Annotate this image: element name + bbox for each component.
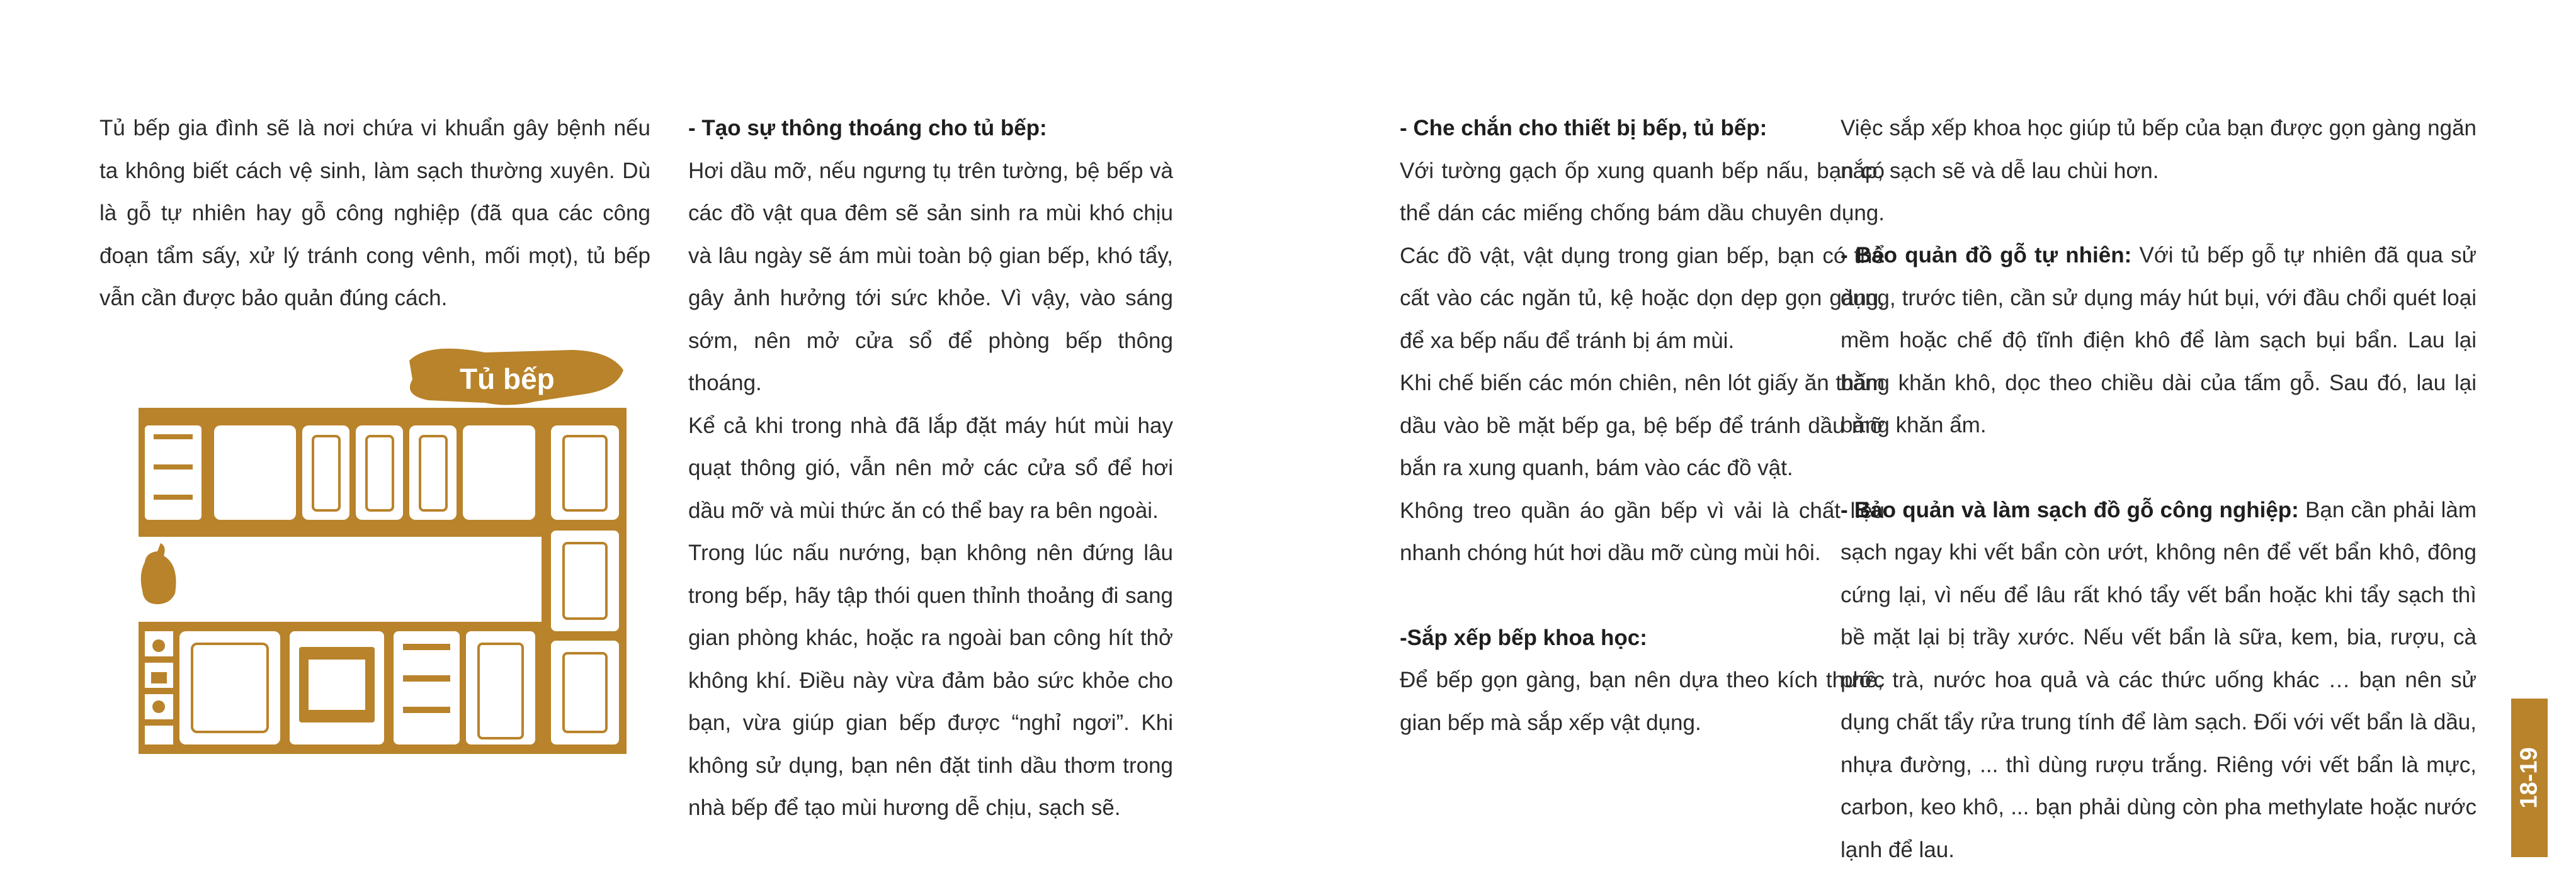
illustration-label: Tủ bếp: [460, 362, 555, 395]
spacer: [1841, 192, 2477, 234]
shield-column: [1400, 107, 1885, 744]
shield-paragraph-1: Với tường gạch ốp xung quanh bếp nấu, bạn có thể dán các miếng chống bám dầu chuyên dụng. Các đồ vật, vật dụng trong gian bếp, bạn có thể cất vào các ngăn tủ, kệ hoặc dọn dẹp gọn gàng, để xa bếp nấu để tránh bị ám mùi.: [1400, 150, 1885, 362]
page-number: 18-19: [2516, 747, 2543, 808]
page-number-tab: [2511, 699, 2548, 857]
natural-wood-heading: - Bảo quản đồ gỗ tự nhiên:: [1841, 243, 2131, 267]
intro-column: [99, 107, 650, 320]
arrange-heading: -Sắp xếp bếp khoa học:: [1400, 626, 1647, 650]
ventilation-paragraph-2: Kể cả khi trong nhà đã lắp đặt máy hút mùi hay quạt thông gió, vẫn nên mở các cửa sổ để hơi dầu mỡ và mùi thức ăn có thể bay ra bên ngoài.: [688, 405, 1173, 532]
jug: [141, 543, 176, 604]
ventilation-heading: - Tạo sự thông thoáng cho tủ bếp:: [688, 116, 1047, 140]
intro-paragraph: Tủ bếp gia đình sẽ là nơi chứa vi khuẩn gây bệnh nếu ta không biết cách vệ sinh, làm sạch thường xuyên. Dù là gỗ tự nhiên hay gỗ công nghiệp (đã qua các công đoạn tẩm sấy, xử lý tránh cong vênh, mối mọt), tủ bếp vẫn cần được bảo quản đúng cách.: [99, 107, 650, 320]
shield-paragraph-3: Không treo quần áo gần bếp vì vải là chất liệu nhanh chóng hút hơi dầu mỡ cùng mùi hôi.: [1400, 490, 1885, 575]
natural-wood-paragraph: [1841, 234, 2477, 447]
arrange-paragraph-1: Để bếp gọn gàng, bạn nên dựa theo kích thước gian bếp mà sắp xếp vật dụng.: [1400, 659, 1885, 744]
shield-heading: - Che chắn cho thiết bị bếp, tủ bếp:: [1400, 116, 1767, 140]
industrial-wood-heading: - Bảo quản và làm sạch đồ gỗ công nghiệp:: [1841, 498, 2299, 522]
care-column: [1841, 107, 2477, 871]
ventilation-column: [688, 107, 1173, 829]
natural-wood-text: Với tủ bếp gỗ tự nhiên đã qua sử dụng, trước tiên, cần sử dụng máy hút bụi, với đầu chổi quét loại mềm hoặc chế độ tĩnh điện khô để làm sạch bụi bẩn. Lau lại bằng khăn khô, dọc theo chiều dài của tấm gỗ. Sau đó, lau lại bằng khăn ẩm.: [1841, 243, 2477, 437]
shield-paragraph-2: Khi chế biến các món chiên, nên lót giấy ăn thấm dầu vào bề mặt bếp ga, bệ bếp để tránh dầu mỡ bắn ra xung quanh, bám vào các đồ vật.: [1400, 362, 1885, 490]
spacer: [1841, 447, 2477, 489]
spacer: [1400, 575, 1885, 617]
industrial-wood-text: Bạn cần phải làm sạch ngay khi vết bẩn còn ướt, không nên để vết bẩn khô, đông cứng lại, vì nếu để lâu rất khó tẩy vết bẩn hoặc khi tẩy sạch thì bề mặt lại bị trầy xước. Nếu vết bẩn là sữa, kem, bia, rượu, cà phê, trà, nước hoa quả và các thức uống khác … bạn nên sử dụng chất tẩy rửa trung tính để làm sạch. Đối với vết bẩn là dầu, nhựa đường, ... thì dùng rượu trắng. Riêng với vết bẩn là mực, carbon, keo khô, ... bạn phải dùng còn pha methylate hoặc nước lạnh để lau.: [1841, 498, 2477, 862]
ventilation-paragraph-3: Trong lúc nấu nướng, bạn không nên đứng lâu trong bếp, hãy tập thói quen thỉnh thoảng đi sang gian phòng khác, hoặc ra ngoài ban công hít thở không khí. Điều này vừa đảm bảo sức khỏe cho bạn, vừa giúp gian bếp được “nghỉ ngơi”. Khi không sử dụng, bạn nên đặt tinh dầu thơm trong nhà bếp để tạo mùi hương dễ chịu, sạch sẽ.: [688, 532, 1173, 829]
industrial-wood-paragraph: [1841, 489, 2477, 871]
ventilation-paragraph-1: Hơi dầu mỡ, nếu ngưng tụ trên tường, bệ bếp và các đồ vật qua đêm sẽ sản sinh ra mùi khó chịu và lâu ngày sẽ ám mùi toàn bộ gian bếp, khó tẩy, gây ảnh hưởng tới sức khỏe. Vì vậy, vào sáng sớm, nên mở cửa sổ để phòng bếp thông thoáng.: [688, 150, 1173, 405]
kitchen-cabinet-illustration: [132, 345, 630, 754]
arrange-paragraph-2: Việc sắp xếp khoa học giúp tủ bếp của bạn được gọn gàng ngăn nắp, sạch sẽ và dễ lau chùi hơn.: [1841, 107, 2477, 192]
